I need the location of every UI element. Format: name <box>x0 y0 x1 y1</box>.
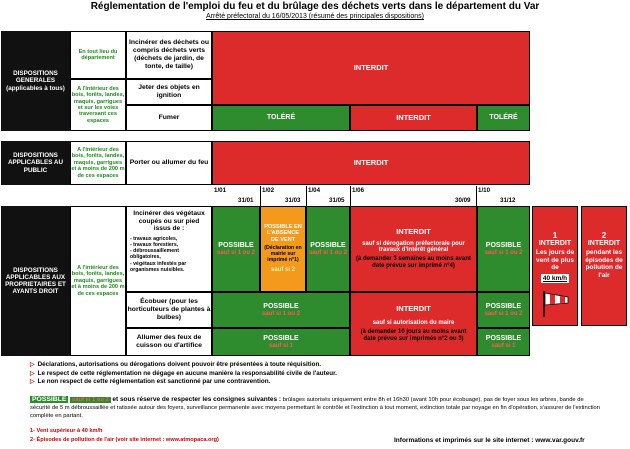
general-action-fumer-text: Fumer <box>158 114 180 122</box>
consignes-paragraph <box>30 395 602 420</box>
derogation-label: sauf si dérogation préfectorale pour travaux d'intérêt général <box>362 240 465 254</box>
consignes-lead: et sous réserve de respecter les consignes suivantes : <box>112 396 282 403</box>
autorisation-label: sauf si autorisation du maire <box>372 319 455 326</box>
triangle-bullet-icon: ▷ <box>30 379 35 385</box>
note-text: Le non respect de cette réglementation est sanctionné par une contravention. <box>37 378 271 385</box>
owners-action-incinerer-list <box>130 236 208 273</box>
possible-label: POSSIBLE <box>485 334 522 342</box>
sauf-label: sauf si 1 ou 2 <box>216 249 255 256</box>
incinerer-possible-feb-mar <box>260 206 306 292</box>
general-action-jeter <box>126 79 212 105</box>
list-item: - débroussaillement obligatoires, <box>130 248 180 261</box>
section-general-label <box>1 31 70 131</box>
triangle-bullet-icon: ▷ <box>30 370 35 377</box>
general-scope-2 <box>70 79 126 131</box>
date-end-3: 31/05 <box>329 197 345 204</box>
fumer-tolere-second-text: TOLÉRÉ <box>489 113 518 121</box>
page-title: Réglementation de l'emploi du feu et du brûlage des déchets verts dans le département du Var <box>90 1 540 12</box>
list-item: - végétaux infestés par organismes nuisibles. <box>130 260 187 273</box>
feux-possible <box>212 328 350 356</box>
possible-label: POSSIBLE <box>263 302 299 310</box>
possible-label: POSSIBLE <box>485 241 522 249</box>
date-end-1: 31/01 <box>238 197 254 204</box>
legend-1: 1- Vent supérieur à 40 km/h <box>30 428 103 434</box>
condition-2-pollution <box>581 206 627 326</box>
condition-1-number: 1 <box>552 231 558 240</box>
general-action-fumer <box>126 105 212 131</box>
condition-2-title: INTERDIT <box>587 240 621 248</box>
fumer-interdit <box>350 105 477 131</box>
page-subtitle: Arrêté préfectoral du 16/05/2013 (résumé des principales dispositions) <box>206 13 424 20</box>
date-start-4: 1/06 <box>352 187 365 194</box>
public-action-text: Porter ou allumer du feu <box>129 159 209 167</box>
date-start-5: 1/10 <box>478 187 491 194</box>
incinerer-interdit-summer <box>350 206 477 292</box>
ecobuer-possible <box>212 292 350 328</box>
derogation-detail: (à demander 3 semaines au moins avant date prévue sur imprimé n°4) <box>355 256 472 270</box>
sauf-label: sauf si 1 ou 2 <box>484 310 523 317</box>
owners-action-incinerer <box>126 206 212 292</box>
section-general-label-text: DISPOSITIONS GENERALES (applicables à tous) <box>6 70 65 92</box>
interdit-label: INTERDIT <box>396 226 431 236</box>
fumer-tolere-first <box>212 105 350 131</box>
possible-label: POSSIBLE <box>310 241 346 249</box>
date-separator <box>476 186 477 206</box>
autorisation-detail: (à demander 10 jours au moins avant date prévue sur imprimés n°2 ou 3) <box>360 328 467 342</box>
section-owners-label <box>1 206 70 356</box>
feux-possible-autumn <box>477 328 530 356</box>
owners-action-feux-text: Allumer des feux de cuisson ou d'artifice <box>136 334 202 349</box>
note-item <box>30 361 590 370</box>
date-separator <box>350 186 351 206</box>
date-separator <box>306 186 307 206</box>
section-public-label <box>1 141 70 185</box>
condition-2-number: 2 <box>601 231 607 240</box>
possible-badge: POSSIBLE <box>32 396 67 403</box>
orange-detail-label: (Déclaration en mairie sur imprimé n°1) <box>264 245 302 264</box>
general-scope-1-text: En tout lieu du département <box>78 48 118 61</box>
owners-action-incinerer-title: Incinérer des végétaux coupés ou sur pied issus de : <box>133 210 205 233</box>
fumer-tolere-first-text: TOLÉRÉ <box>266 113 296 121</box>
condition-1-value: 40 km/h <box>542 274 568 282</box>
section-owners-label-text: DISPOSITIONS APPLICABLES AUX PROPRIETAIRES ET AYANTS DROIT <box>5 266 66 296</box>
legend-2: 2- Épisodes de pollution de l'air (voir site internet : www.atmopaca.org) <box>30 437 219 443</box>
public-scope-text: A l'intérieur des bois, forêts, landes, maquis, garrigues et à moins de 200 m de ces espaces <box>71 146 125 179</box>
sauf-label: sauf si 1 <box>268 342 293 349</box>
section-public-label-text: DISPOSITIONS APPLICABLES AU PUBLIC <box>7 152 64 174</box>
list-item: - travaux agricoles, <box>130 235 178 242</box>
general-interdit-text: INTERDIT <box>353 62 389 72</box>
sauf-label: sauf si 1 ou 2 <box>308 249 347 256</box>
owners-scope <box>70 206 126 356</box>
notes-list <box>30 361 590 387</box>
incinerer-possible-apr-may <box>306 206 350 292</box>
info-website-link[interactable]: Informations et imprimés sur le site internet : www.var.gouv.fr <box>394 437 585 444</box>
owners-scope-text: A l'intérieur des bois, forêts, landes, maquis, garrigues et à moins de 200 m de ces espaces <box>71 264 125 297</box>
ecobuer-interdit <box>350 292 477 356</box>
possible-label: POSSIBLE <box>218 241 254 249</box>
condition-2-text: pendant les épisodes de pollution de l'air <box>585 249 623 279</box>
ecobuer-possible-autumn <box>477 292 530 328</box>
possible-badge-sauf: sauf si 1 ou 2 <box>72 397 109 403</box>
date-end-4: 30/09 <box>455 197 471 204</box>
general-action-incinerer-text: Incinérer des déchets ou compris déchets verts (déchets de jardin, de tonte, de taille) <box>128 39 210 70</box>
note-item <box>30 378 590 387</box>
fumer-tolere-second <box>477 105 530 131</box>
general-scope-2-text: A l'intérieur des bois, forêts, landes, maquis, garrigues et sur les voies traversant ces espaces <box>71 85 125 124</box>
owners-action-ecobuer-text: Écobuer (pour les horticulteurs de plantes à bulbes) <box>127 298 211 321</box>
orange-possible-label: POSSIBLE EN L'ABSENCE DE VENT <box>264 223 302 243</box>
note-text: Le respect de cette réglementation ne dégage en aucune manière la responsabilité civile de l'auteur. <box>37 369 337 377</box>
date-separator <box>260 186 261 206</box>
public-interdit-text: INTERDIT <box>353 157 389 167</box>
orange-sauf-label: sauf si 2 <box>270 267 295 274</box>
general-scope-1 <box>70 31 126 79</box>
consignes-body: brûlages autorisés uniquement entre 8h et 16h30 (avant 10h pour écobuage), pas de foyer sous les arbres, bande de sécurité de 5 m débroussaillée et ratissée autour des foyers, surveillance permanente avec moyens permettant le contrôle et l'extinction à tout moment, extinction totale par noyage en fin d'opération, s'assurer de l'extinction complète en partant. <box>30 397 600 419</box>
sauf-label: sauf si 1 ou 2 <box>261 310 300 317</box>
sauf-label: sauf si 1 ou 2 <box>484 249 523 256</box>
incinerer-possible-jan <box>212 206 260 292</box>
triangle-bullet-icon: ▷ <box>30 362 35 368</box>
date-end-2: 31/03 <box>285 197 301 204</box>
general-action-incinerer <box>126 31 212 79</box>
condition-1-wind <box>532 206 578 326</box>
interdit-label: INTERDIT <box>396 304 431 314</box>
fumer-interdit-text: INTERDIT <box>396 112 431 122</box>
date-start-2: 1/02 <box>262 187 275 194</box>
public-scope <box>70 141 126 185</box>
list-item: - travaux forestiers, <box>130 241 179 248</box>
general-action-jeter-text: Jeter des objets en ignition <box>138 84 200 99</box>
possible-label: POSSIBLE <box>263 334 299 342</box>
possible-label: POSSIBLE <box>485 302 522 310</box>
public-action <box>126 141 212 185</box>
date-start-1: 1/01 <box>214 187 227 194</box>
general-interdit-block <box>212 31 530 105</box>
owners-action-ecobuer <box>126 292 212 328</box>
sauf-label: sauf si 1 <box>491 342 516 349</box>
owners-action-feux <box>126 328 212 356</box>
incinerer-possible-autumn <box>477 206 530 292</box>
condition-1-title: INTERDIT <box>538 240 572 248</box>
note-text: Déclarations, autorisations ou dérogations doivent pouvoir être présentées à toute réquisition. <box>37 361 322 368</box>
dates-row <box>212 186 530 206</box>
date-start-3: 1/04 <box>308 187 321 194</box>
condition-1-text: Les jours de vent de plus de <box>535 249 575 272</box>
windsock-icon <box>540 289 570 321</box>
public-interdit <box>212 141 530 185</box>
date-end-5: 31/12 <box>500 197 516 204</box>
note-item <box>30 370 590 379</box>
